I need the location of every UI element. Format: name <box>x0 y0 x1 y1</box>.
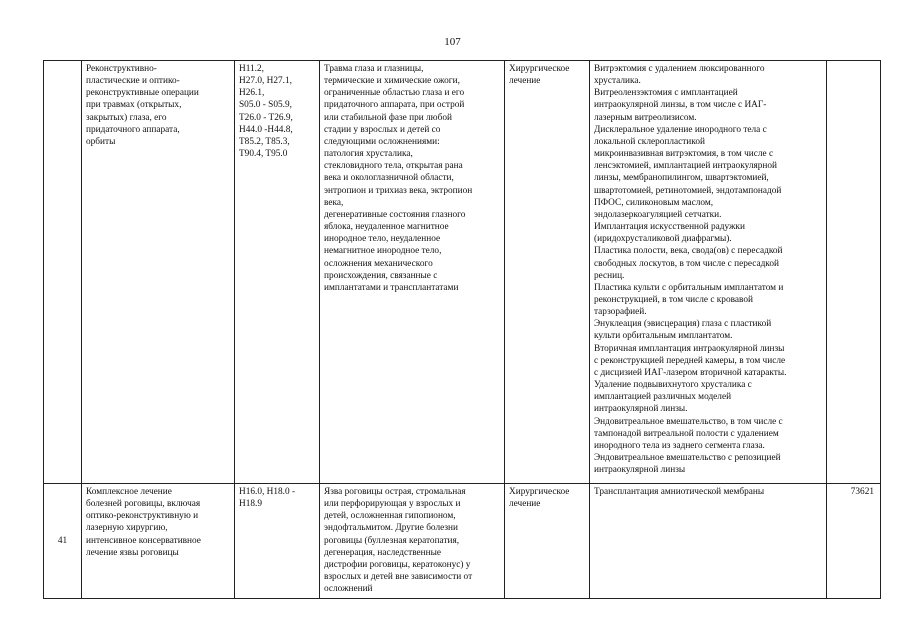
cost-cell <box>827 61 881 484</box>
treatment-type-cell: Хирургическое лечение <box>505 61 590 484</box>
icd-codes-cell: H11.2, H27.0, H27.1, H26.1, S05.0 - S05.9, T26.0 - T26.9, H44.0 -H44.8, T85.2, T85.3, T90.4, T95.0 <box>235 61 320 484</box>
patient-model-cell: Язва роговицы острая, стромальная или перфорирующая у взрослых и детей, осложненная гипопионом, эндофтальмитом. Другие болезни роговицы (буллезная кератопатия, дегенерация, наследственные дистрофии роговицы, кератоконус) у взрослых и детей вне зависимости от осложнений <box>320 484 505 599</box>
icd-codes-cell: H16.0, H18.0 - H18.9 <box>235 484 320 599</box>
treatment-type-cell: Хирургическое лечение <box>505 484 590 599</box>
row-number-cell <box>44 61 82 484</box>
row-number-cell: 41 <box>44 484 82 599</box>
procedure-name-cell: Реконструктивно- пластические и оптико- реконструктивные операции при травмах (открытых, закрытых) глаза, его придаточного аппарата, орбиты <box>82 61 235 484</box>
page-number: 107 <box>444 36 461 48</box>
cost-cell: 73621 <box>827 484 881 599</box>
medical-care-table <box>43 60 881 599</box>
procedure-name-cell: Комплексное лечение болезней роговицы, включая оптико-реконструктивную и лазерную хирургию, интенсивное консервативное лечение язвы роговицы <box>82 484 235 599</box>
treatment-method-cell: Витрэктомия с удалением люксированного хрусталика. Витреолензэктомия с имплантацией интраокулярной линзы, в том числе с ИАГ- лазерным витреолизисом. Дисклеральное удаление инородного тела с локальной склеропластикой микроинвазивная витрэктомия, в том числе с ленсэктомией, имплантацией интраокулярной линзы, мембранопилингом, швартэктомией, швартотомией, ретинотомией, эндотампонадой ПФОС, силиконовым маслом, эндолазеркоагуляцией сетчатки. Имплантация искусственной радужки (иридохрусталиковой диафрагмы). Пластика полости, века, свода(ов) с пересадкой свободных лоскутов, в том числе с пересадкой ресниц. Пластика культи с орбитальным имплантатом и реконструкцией, в том числе с кровавой тарзорафией. Энуклеация (эвисцерация) глаза с пластикой культи орбитальным имплантатом. Вторичная имплантация интраокулярной линзы с реконструкцией передней камеры, в том числе с дисцизией ИАГ-лазером вторичной катаракты. Удаление подвывихнутого хрусталика с имплантацией различных моделей интраокулярной линзы. Эндовитреальное вмешательство, в том числе с тампонадой витреальной полости с удалением инородного тела из заднего сегмента глаза. Эндовитреальное вмешательство с репозицией интраокулярной линзы <box>590 61 827 484</box>
patient-model-cell: Травма глаза и глазницы, термические и химические ожоги, ограниченные областью глаза и его придаточного аппарата, при острой или стабильной фазе при любой стадии у взрослых и детей со следующими осложнениями: патология хрусталика, стекловидного тела, открытая рана века и окологлазничной области, энтропион и трихиаз века, эктропион века, дегенеративные состояния глазного яблока, неудаленное магнитное инородное тело, неудаленное немагнитное инородное тело, осложнения механического происхождения, связанные с имплантатами и трансплантатами <box>320 61 505 484</box>
table-row <box>44 484 881 599</box>
table-row <box>44 61 881 484</box>
treatment-method-cell: Трансплантация амниотической мембраны <box>590 484 827 599</box>
